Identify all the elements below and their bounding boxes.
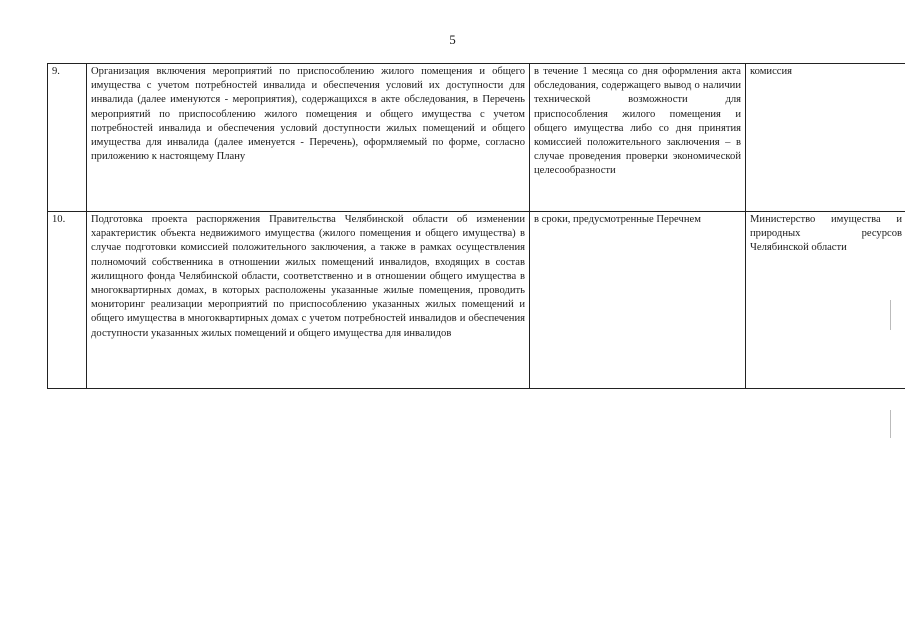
- responsible-cell: комиссия: [746, 64, 905, 212]
- responsible-cell: Министерство имущества и природных ресурсов Челябинской области: [746, 212, 905, 389]
- table-row: [48, 212, 905, 389]
- row-number: 9.: [48, 64, 87, 212]
- page-number: 5: [449, 32, 456, 47]
- row-number: 10.: [48, 212, 87, 389]
- event-cell: Организация включения мероприятий по приспособлению жилого помещения и общего имущества с учетом потребностей инвалида и обеспечения условий их доступности для инвалида (далее именуются - мероприятия), содержащихся в акте обследования, в Перечень мероприятий по приспособлению жилого помещения и общего имущества с учетом потребностей инвалида и обеспечения условий доступности жилых помещений и общего имущества для инвалида (далее именуется - Перечень), оформляемый по форме, согласно приложению к настоящему Плану: [87, 64, 530, 212]
- term-cell: в сроки, предусмотренные Перечнем: [530, 212, 746, 389]
- event-cell: Подготовка проекта распоряжения Правительства Челябинской области об изменении характеристик объекта недвижимого имущества (жилого помещения и общего имущества) в случае подготовки комиссией положительного заключения, а также в рамках осуществления полномочий собственника в отношении жилых помещений инвалидов, входящих в состав жилищного фонда Челябинской области, соответственно и в отношении общего имущества в многоквартирных домах, в которых расположены указанные жилые помещения, проводить мониторинг реализации мероприятий по приспособлению указанных жилых помещений и общего имущества в многоквартирных домах с учетом потребностей инвалидов и обеспечения доступности указанных жилых помещений и общего имущества для инвалидов: [87, 212, 530, 389]
- term-cell: в течение 1 месяца со дня оформления акта обследования, содержащего вывод о наличии технической возможности для приспособления жилого помещения и общего имущества либо со дня принятия комиссией положительного заключения – в случае проведения проверки экономической целесообразности: [530, 64, 746, 212]
- scan-artifact: [890, 410, 891, 438]
- table-row: [48, 64, 905, 212]
- plan-table: [47, 63, 905, 389]
- scan-artifact: [890, 300, 891, 330]
